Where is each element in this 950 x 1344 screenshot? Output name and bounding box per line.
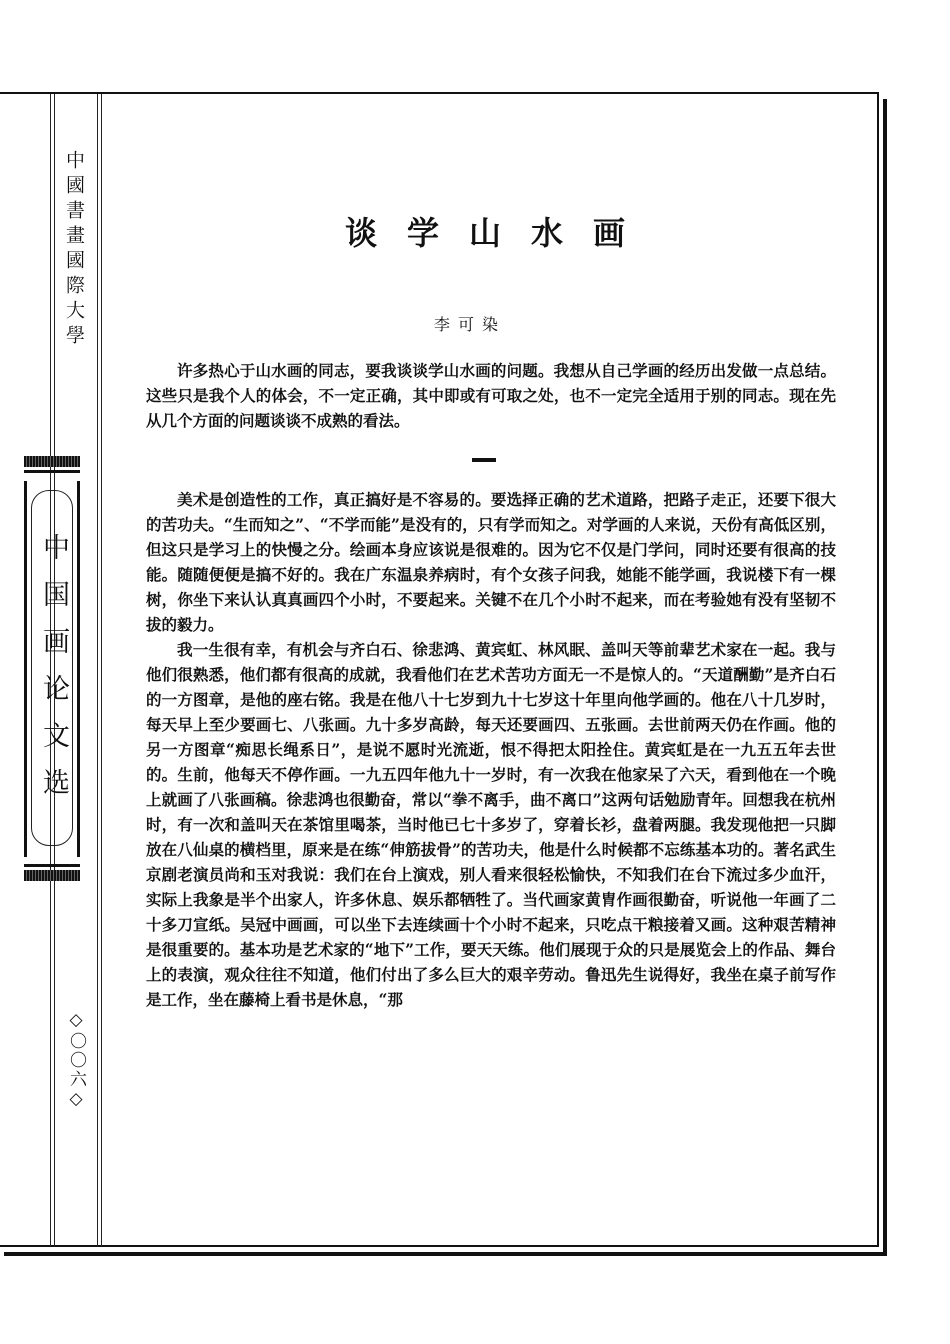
article-title: 谈学山水画 [344,214,655,252]
margin-rule [97,94,98,1247]
section-number [472,458,496,462]
decorative-bar [24,870,80,881]
decorative-rule [24,470,80,473]
series-title: 中国画论文选 [38,533,69,815]
paragraph-1: 美术是创造性的工作，真正搞好是不容易的。要选择正确的艺术道路，把路子走正，还要下很大的苦功夫。“生而知之”、“不学而能”是没有的，只有学而知之。对学画的人来说，天份有高低区别，但这只是学习上的快慢之分。绘画本身应该说是很难的。因为它不仅是门学问，同时还要有很高的技能。随随便便是搞不好的。我在广东温泉养病时，有个女孩子问我，她能不能学画，我说楼下有一棵树，你坐下来认认真真画四个小时，不要起来。关键不在几个小时不起来，而在考验她有没有坚韧不拔的毅力。 [146,490,836,634]
decorative-rule [24,864,80,867]
page-number: ◇〇〇六◇ [66,1010,86,1111]
decorative-bar [24,456,80,467]
paragraph-2: 我一生很有幸，有机会与齐白石、徐悲鸿、黄宾虹、林风眠、盖叫天等前辈艺术家在一起。我与他们很熟悉，他们都有很高的成就，我看他们在艺术苦功方面无一不是惊人的。“天道酬勤”是齐白石的一方图章，是他的座右铭。我是在他八十七岁到九十七岁这十年里向他学画的。他在八十几岁时，每天早上至少要画七、八张画。九十多岁高龄，每天还要画四、五张画。去世前两天仍在作画。他的另一方图章“痴思长绳系日”，是说不愿时光流逝，恨不得把太阳拴住。黄宾虹是在一九五五年去世的。生前，他每天不停作画。一九五四年他九十一岁时，有一次我在他家呆了六天，看到他在一个晚上就画了八张画稿。徐悲鸿也很勤奋，常以“拳不离手，曲不离口”这两句话勉励青年。回想我在杭州时，有一次和盖叫天在茶馆里喝茶，当时他已七十多岁了，穿着长衫，盘着两腿。我发现他把一只脚放在八仙桌的横档里，原来是在练“伸筋拔骨”的苦功夫，他是什么时候都不忘练基本功的。著名武生京剧老演员尚和玉对我说：我们在台上演戏，别人看来很轻松愉快，不知我们在台下流过多少血汗，实际上我象是半个出家人，许多休息、娱乐都牺牲了。当代画家黄胄作画很勤奋，听说他一年画了二十多刀宣纸。吴冠中画画，可以坐下去连续画十个小时不起来，只吃点干粮接着又画。这种艰苦精神是很重要的。基本功是艺术家的“地下”工作，要天天练。他们展现于众的只是展览会上的作品、舞台上的表演，观众往往不知道，他们付出了多么巨大的艰辛劳动。鲁迅先生说得好，我坐在桌子前写作是工作，坐在藤椅上看书是休息，“那 [146,640,836,1009]
margin-rule [101,94,102,1247]
university-title: 中國書畫國際大學 [63,150,85,350]
author-name: 李可染 [433,315,506,334]
paragraph-intro: 许多热心于山水画的同志，要我谈谈学山水画的问题。我想从自己学画的经历出发做一点总结。这些只是我个人的体会，不一定正确，其中即或有可取之处，也不一定完全适用于别的同志。现在先从几个方面的问题谈谈不成熟的看法。 [146,361,836,430]
